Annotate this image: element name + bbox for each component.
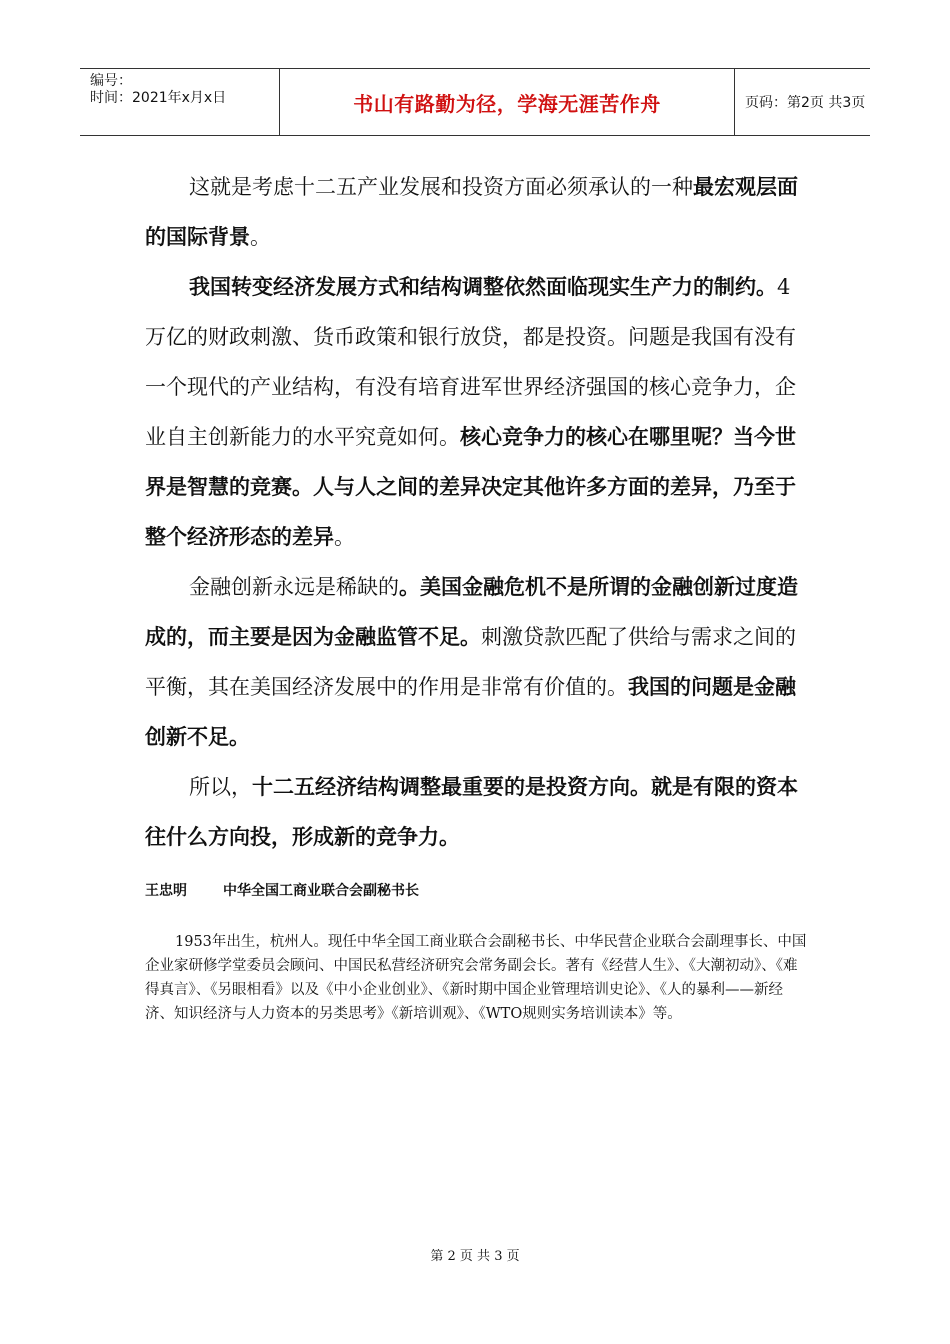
page-header [80, 68, 870, 136]
paragraph [145, 762, 810, 862]
time-label: 时间：2021年x月x日 [90, 90, 227, 106]
text-segment: 这就是考虑十二五产业发展和投资方面必须承认的一种 [189, 175, 693, 199]
header-motto: 书山有路勤为径，学海无涯苦作舟 [280, 69, 735, 135]
text-segment: 。 [250, 225, 271, 249]
article-body [145, 162, 810, 862]
text-segment: 所以， [189, 775, 252, 799]
text-segment: 刺激贷款匹配了供给与需求之间的平衡，其在美国经济发展中的作用是非常有价值的。 [145, 625, 796, 699]
bio-name: 王忠明 [145, 883, 187, 899]
paragraph [145, 562, 810, 762]
page-footer: 第 2 页 共 3 页 [430, 1249, 520, 1264]
bold-text-segment: 。美国金融危机不是所谓的金融创新过度造成的，而主要是因为金融监管不足。 [145, 575, 798, 649]
bold-text-segment: 我国的问题是金融创新不足。 [145, 675, 796, 749]
serial-label: 编号： [90, 73, 132, 89]
text-segment: 4万亿的财政刺激、货币政策和银行放贷，都是投资。问题是我国有没有一个现代的产业结构，有没有培育进军世界经济强国的核心竞争力，企业自主创新能力的水平究竟如何。 [145, 275, 796, 449]
bold-text-segment: 核心竞争力的核心在哪里呢？当今世界是智慧的竞赛。人与人之间的差异决定其他许多方面的差异，乃至于整个经济形态的差异 [145, 425, 796, 549]
bold-text-segment: 最宏观层面的国际背景 [145, 175, 798, 249]
bio-title: 中华全国工商业联合会副秘书长 [223, 883, 419, 899]
bio-text: 1953年出生，杭州人。现任中华全国工商业联合会副秘书长、中华民营企业联合会副理事长、中国企业家研修学堂委员会顾问、中国民私营经济研究会常务副会长。著有《经营人生》、《大潮初动》、《难得真言》、《另眼相看》以及《中小企业创业》、《新时期中国企业管理培训史论》、《人的暴利——新经济、知识经济与人力资本的另类思考》《新培训观》、《WTO规则实务培训读本》等。 [145, 934, 807, 1022]
text-segment: 金融创新永远是稀缺的 [189, 575, 399, 599]
bio-heading [145, 880, 419, 900]
paragraph [145, 262, 810, 562]
header-meta [80, 69, 280, 135]
header-page-code: 页码：第2页 共3页 [745, 95, 866, 111]
paragraph [145, 162, 810, 262]
bold-text-segment: 我国转变经济发展方式和结构调整依然面临现实生产力的制约。 [189, 275, 777, 299]
bold-text-segment: 十二五经济结构调整最重要的是投资方向。就是有限的资本往什么方向投，形成新的竞争力。 [145, 775, 798, 849]
text-segment: 。 [334, 525, 355, 549]
